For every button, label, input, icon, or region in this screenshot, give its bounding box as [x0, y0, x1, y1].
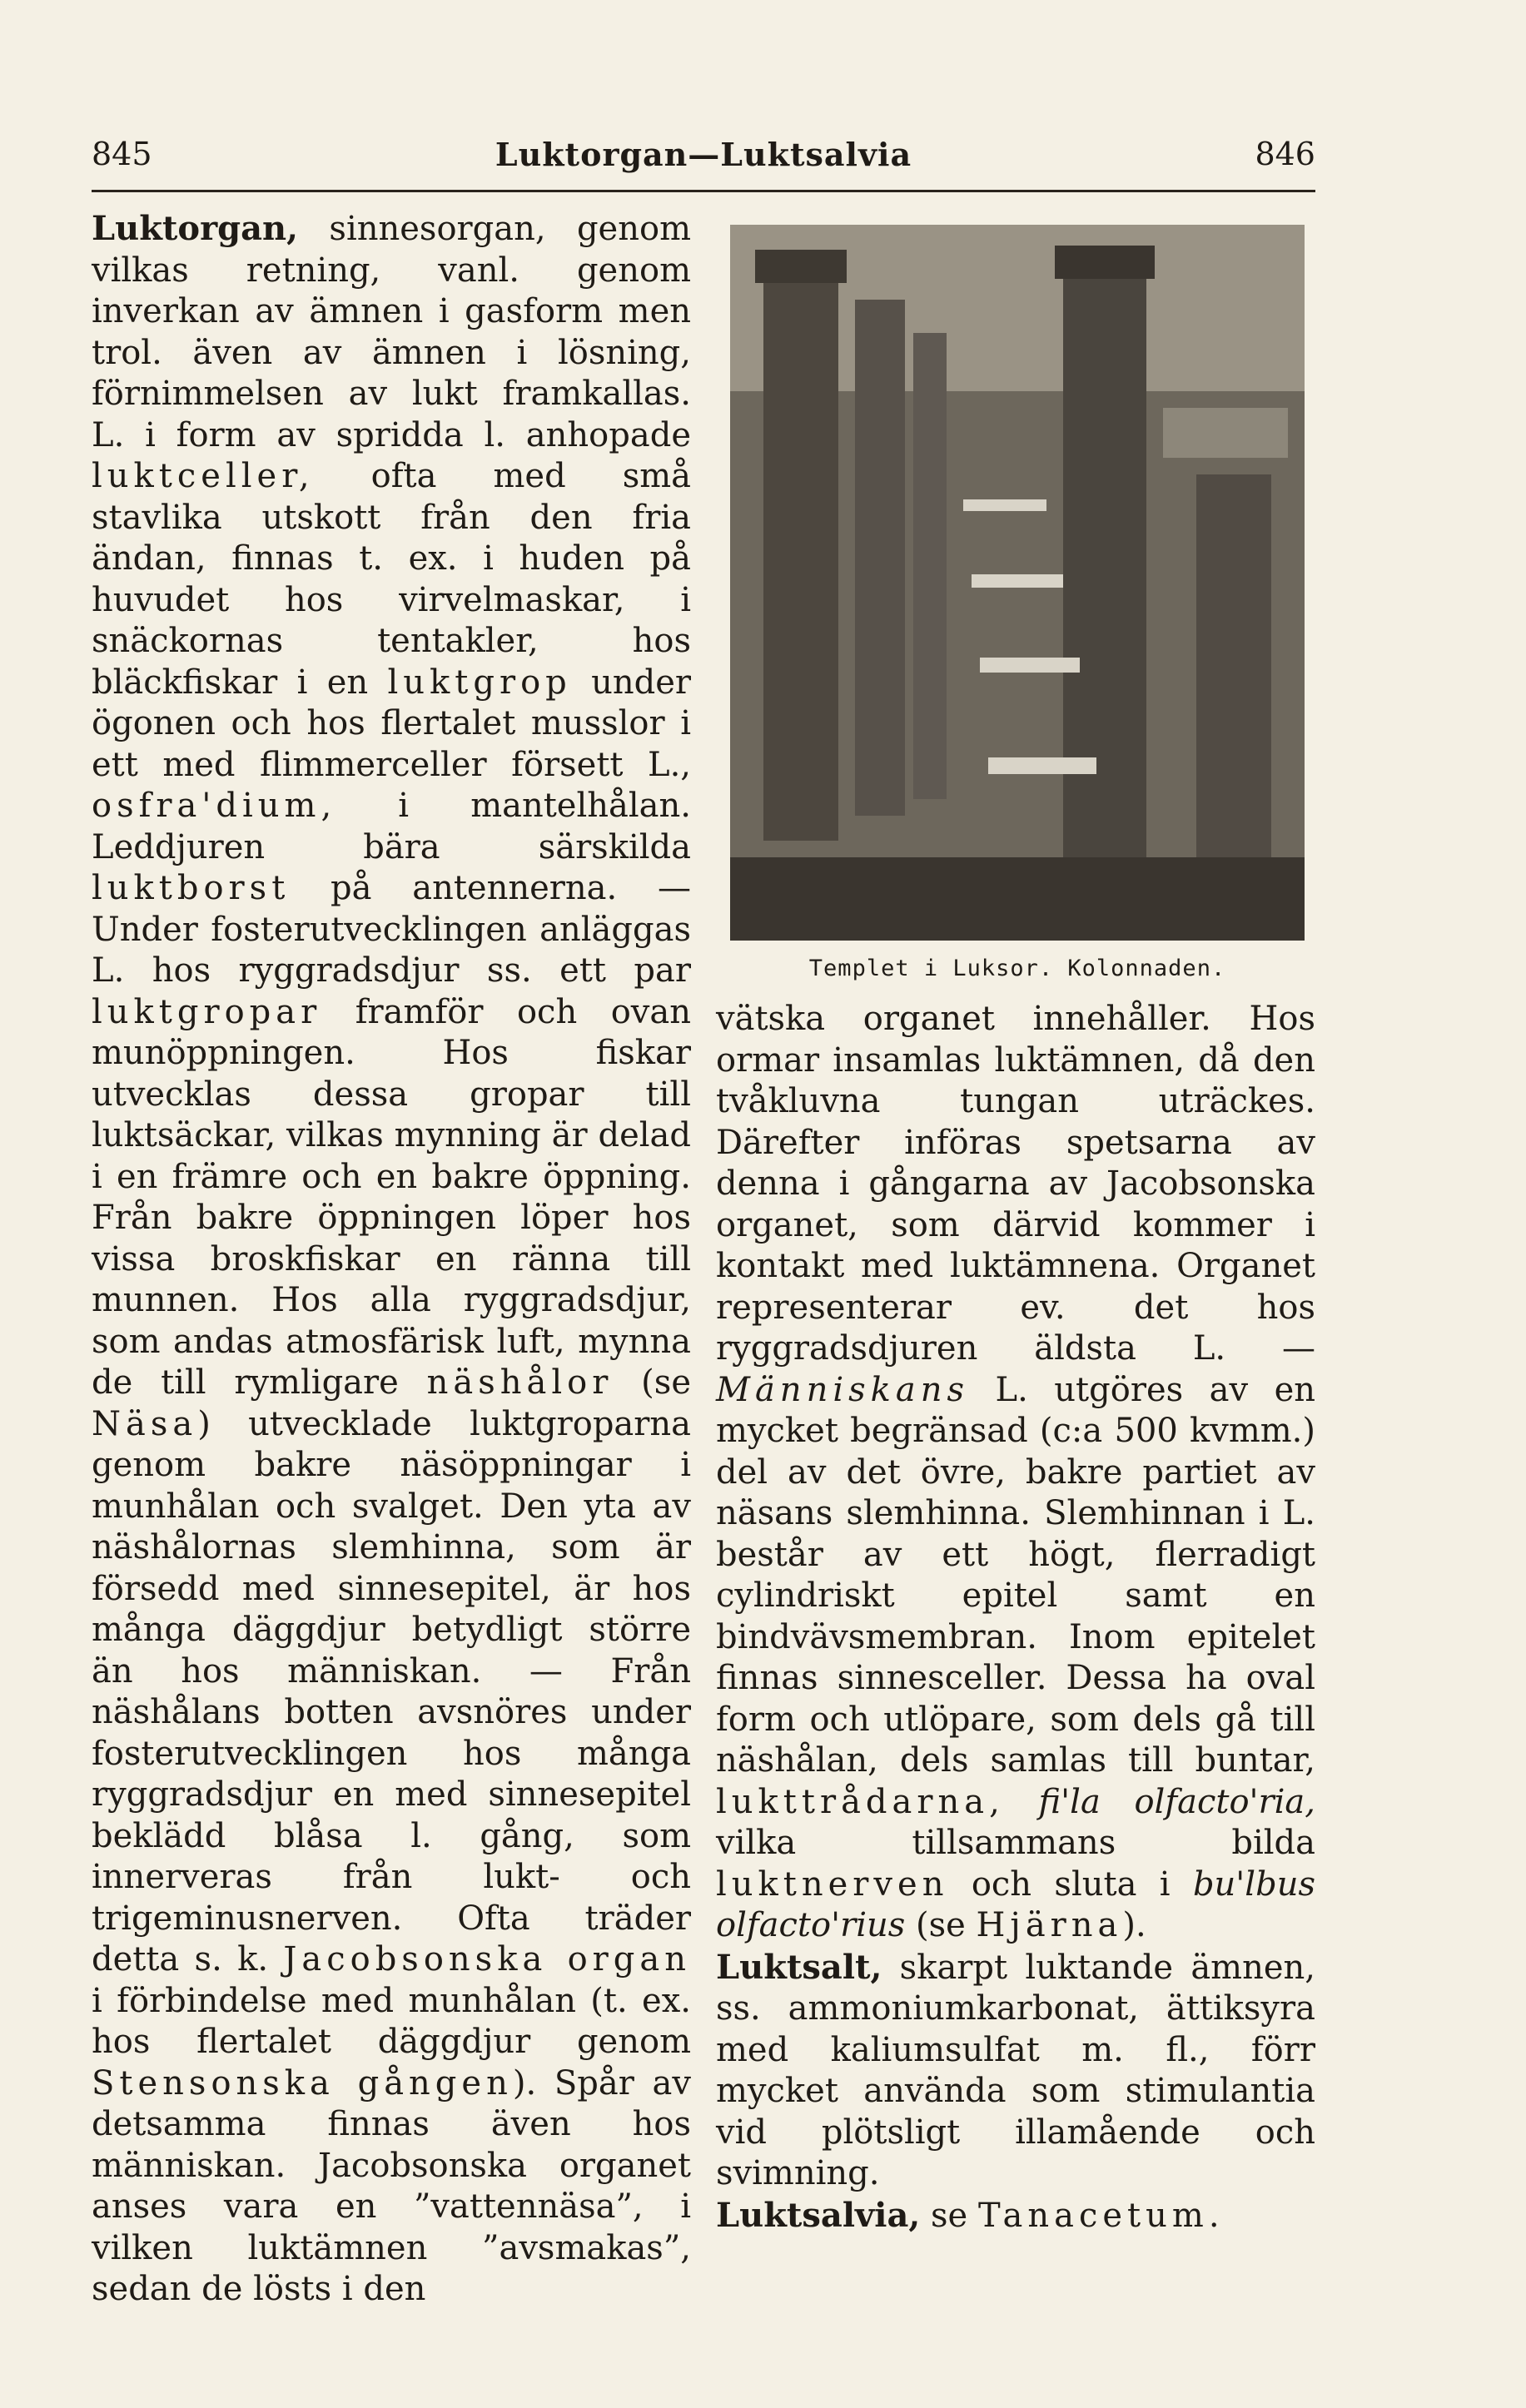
latin-term: fi'la olfacto'ria,: [1038, 1782, 1315, 1821]
entry-term: Luktsalvia,: [716, 2195, 921, 2235]
left-column: [92, 208, 691, 2372]
temple-photo: [730, 225, 1305, 941]
spaced-term: luktborst: [92, 869, 291, 907]
cross-reference: Tanacetum.: [977, 2196, 1225, 2235]
header-rule: [92, 190, 1315, 192]
spaced-term: luktceller,: [92, 457, 315, 495]
entry-luktorgan-continued: vätska organet innehåller. Hos ormar insamlas luktämnen, då den tvåkluvna tungan uträckes. Därefter införas spetsarna av denna i gångarna av Jacobsonska organet, som därvid kommer i kontakt med luktämnena. Organet representerar ev. det hos ryggradsdjuren äldsta L. — Människans L. utgöres av en mycket begränsad (c:a 500 kvmm.) del av det övre, bakre partiet av näsans slemhinna. Slemhinnan i L. består av ett högt, flerradigt cylindriskt epitel samt en bindvävsmembran. Inom epitelet finnas sinnesceller. Dessa ha oval form och utlöpare, som dels gå till näshålan, dels samlas till buntar, lukttrådarna, fi'la olfacto'ria, vilka tillsammans bilda luktnerven och sluta i bu'lbus olfacto'rius (se Hjärna).: [716, 1000, 1315, 1944]
entry-term: Luktorgan,: [92, 209, 299, 248]
spaced-term: näshålor: [426, 1363, 614, 1402]
entry-luktorgan: Luktorgan, sinnesorgan, genom vilkas retning, vanl. genom inverkan av ämnen i gasform men trol. även av ämnen i lösning, förnimmelsen av lukt framkallas. L. i form av spridda l. anhopade luktceller, ofta med små stavlika utskott från den fria ändan, finnas t. ex. i huden på huvudet hos virvelmaskar, i snäckornas tentakler, hos bläckfiskar i en luktgrop under ögonen och hos flertalet musslor i ett med flimmerceller försett L., osfra'dium, i mantelhålan. Leddjuren bära särskilda luktborst på antennerna. — Under fosterutvecklingen anläggas L. hos ryggradsdjur ss. ett par luktgropar framför och ovan munöppningen. Hos fiskar utvecklas dessa gropar till luktsäckar, vilkas mynning är delad i en främre och en bakre öppning. Från bakre öppningen löper hos vissa broskfiskar en ränna till munnen. Hos alla ryggradsdjur, som andas atmosfärisk luft, mynna de till rymligare näshålor (se Näsa) utvecklade luktgroparna genom bakre näsöppningar i munhålan och svalget. Den yta av näshålornas slemhinna, som är försedd med sinnesepitel, är hos många däggdjur betydligt större än hos människan. — Från näshålans botten avsnöres under fosterutvecklingen hos många ryggradsdjur en med sinnesepitel beklädd blåsa l. gång, som innerveras från lukt- och trigeminusnerven. Ofta träder detta s. k. Jacobsonska organ i förbindelse med munhålan (t. ex. hos flertalet däggdjur genom Stensonska gången). Spår av detsamma finnas även hos människan. Jacobsonska organet anses vara en ”vattennäsa”, i vilken luktämnen ”avsmakas”, sedan de lösts i den: [92, 209, 692, 2308]
latin-term: bu'lbus olfacto'rius: [716, 1864, 1315, 1944]
right-column: [716, 999, 1315, 2235]
spaced-term: Stensonska gången: [92, 2063, 513, 2103]
spaced-term: Jacobsonska organ: [283, 1940, 691, 1979]
page-header: [92, 125, 1315, 183]
spaced-term: luktgropar: [92, 992, 322, 1031]
spaced-term: lukttrådarna,: [716, 1782, 1005, 1821]
spaced-term: luktnerven: [716, 1864, 949, 1904]
page-number-left: 845: [92, 136, 152, 172]
spaced-term: osfra'dium,: [92, 787, 337, 825]
entry-term: Luktsalt,: [716, 1947, 882, 1987]
cross-reference: Hjärna: [976, 1906, 1123, 1944]
cross-reference: Näsa: [92, 1404, 198, 1443]
page-number-right: 846: [1255, 136, 1315, 172]
running-title: Luktorgan—Luktsalvia: [495, 135, 912, 173]
entry-luktsalt: Luktsalt, skarpt luktande ämnen, ss. ammoniumkarbonat, ättiksyra med kaliumsulfat m. fl., förr mycket använda som stimulantia vid plötsligt illamående och svimning.: [716, 1947, 1315, 2192]
spaced-term: Människans: [716, 1370, 970, 1409]
spaced-term: luktgrop: [387, 663, 572, 702]
figure-caption: Templet i Luksor. Kolonnaden.: [808, 956, 1226, 981]
entry-luktsalvia: Luktsalvia, se Tanacetum.: [716, 2195, 1225, 2235]
colonnade-illustration: [730, 225, 1305, 941]
